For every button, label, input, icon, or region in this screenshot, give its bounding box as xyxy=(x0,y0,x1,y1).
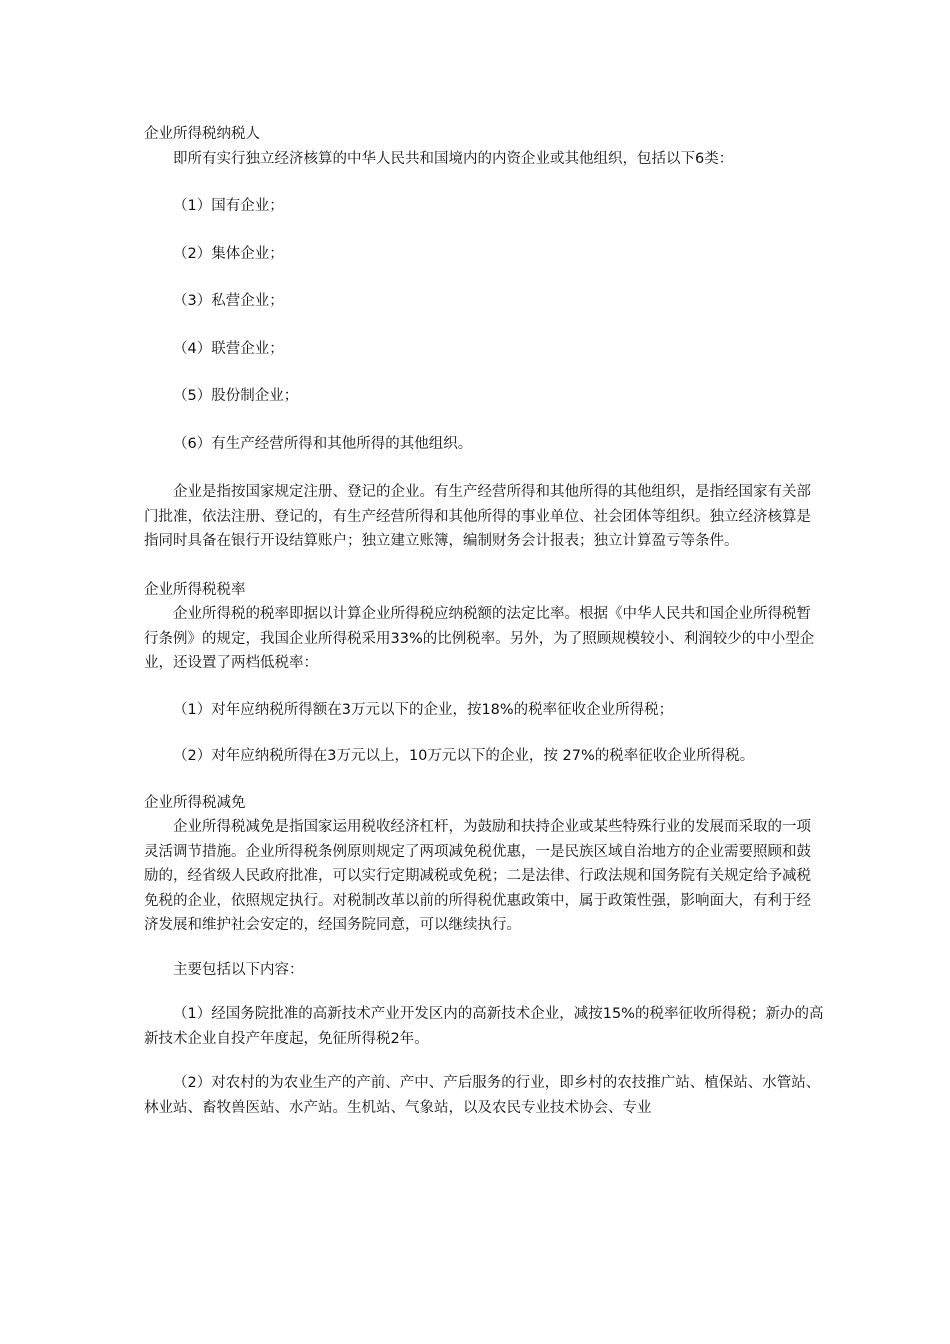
paragraph-taxpayer-explanation: 企业是指按国家规定注册、登记的企业。有生产经营所得和其他所得的其他组织，是指经国家有关部门批准，依法注册、登记的，有生产经营所得和其他所得的事业单位、社会团体等组织。独立经济核算是指同时具备在银行开设结算账户；独立建立账簿，编制财务会计报表；独立计算盈亏等条件。 xyxy=(144,484,811,549)
document-page xyxy=(144,122,824,1120)
list-item: （1）经国务院批准的高新技术产业开发区内的高新技术企业，减按15%的税率征收所得税；新办的高新技术企业自投产年度起，免征所得税2年。 xyxy=(144,1006,824,1047)
list-item: （2）对年应纳税所得在3万元以上，10万元以下的企业，按 27%的税率征收企业所得税。 xyxy=(173,748,755,764)
section-heading-tax-rate: 企业所得税税率 xyxy=(144,581,246,598)
list-item: （2）集体企业； xyxy=(173,245,284,262)
section-heading-tax-relief: 企业所得税减免 xyxy=(144,794,246,811)
list-item: （5）股份制企业； xyxy=(173,388,299,404)
list-item: （2）对农村的为农业生产的产前、产中、产后服务的行业，即乡村的农技推广站、植保站、水管站、林业站、畜牧兽医站、水产站。生机站、气象站，以及农民专业技术协会、专业 xyxy=(144,1075,821,1116)
section-intro-tax-rate: 企业所得税的税率即据以计算企业所得税应纳税额的法定比率。根据《中华人民共和国企业所得税暂行条例》的规定，我国企业所得税采用33%的比例税率。另外，为了照顾规模较小、利润较少的中小型企业，还设置了两档低税率： xyxy=(144,606,815,671)
section-intro-tax-relief: 企业所得税减免是指国家运用税收经济杠杆，为鼓励和扶持企业或某些特殊行业的发展而采取的一项灵活调节措施。企业所得税条例原则规定了两项减免税优惠，一是民族区域自治地方的企业需要照顾和鼓励的，经省级人民政府批准，可以实行定期减税或免税；二是法律、行政法规和国务院有关规定给予减税免税的企业，依照规定执行。对税制改革以前的所得税优惠政策中，属于政策性强，影响面大，有利于经济发展和维护社会安定的，经国务院同意，可以继续执行。 xyxy=(144,819,811,933)
list-item: （4）联营企业； xyxy=(173,340,284,357)
list-item: （1）对年应纳税所得额在3万元以下的企业，按18%的税率征收企业所得税； xyxy=(173,701,674,718)
list-item: （1）国有企业； xyxy=(173,198,284,214)
section-heading-taxpayer: 企业所得税纳税人 xyxy=(144,126,260,142)
list-item: （6）有生产经营所得和其他所得的其他组织。 xyxy=(173,435,473,452)
paragraph-lead: 主要包括以下内容： xyxy=(173,961,304,978)
list-item: （3）私营企业； xyxy=(173,293,284,309)
section-intro-taxpayer: 即所有实行独立经济核算的中华人民共和国境内的内资企业或其他组织，包括以下6类： xyxy=(173,150,734,167)
